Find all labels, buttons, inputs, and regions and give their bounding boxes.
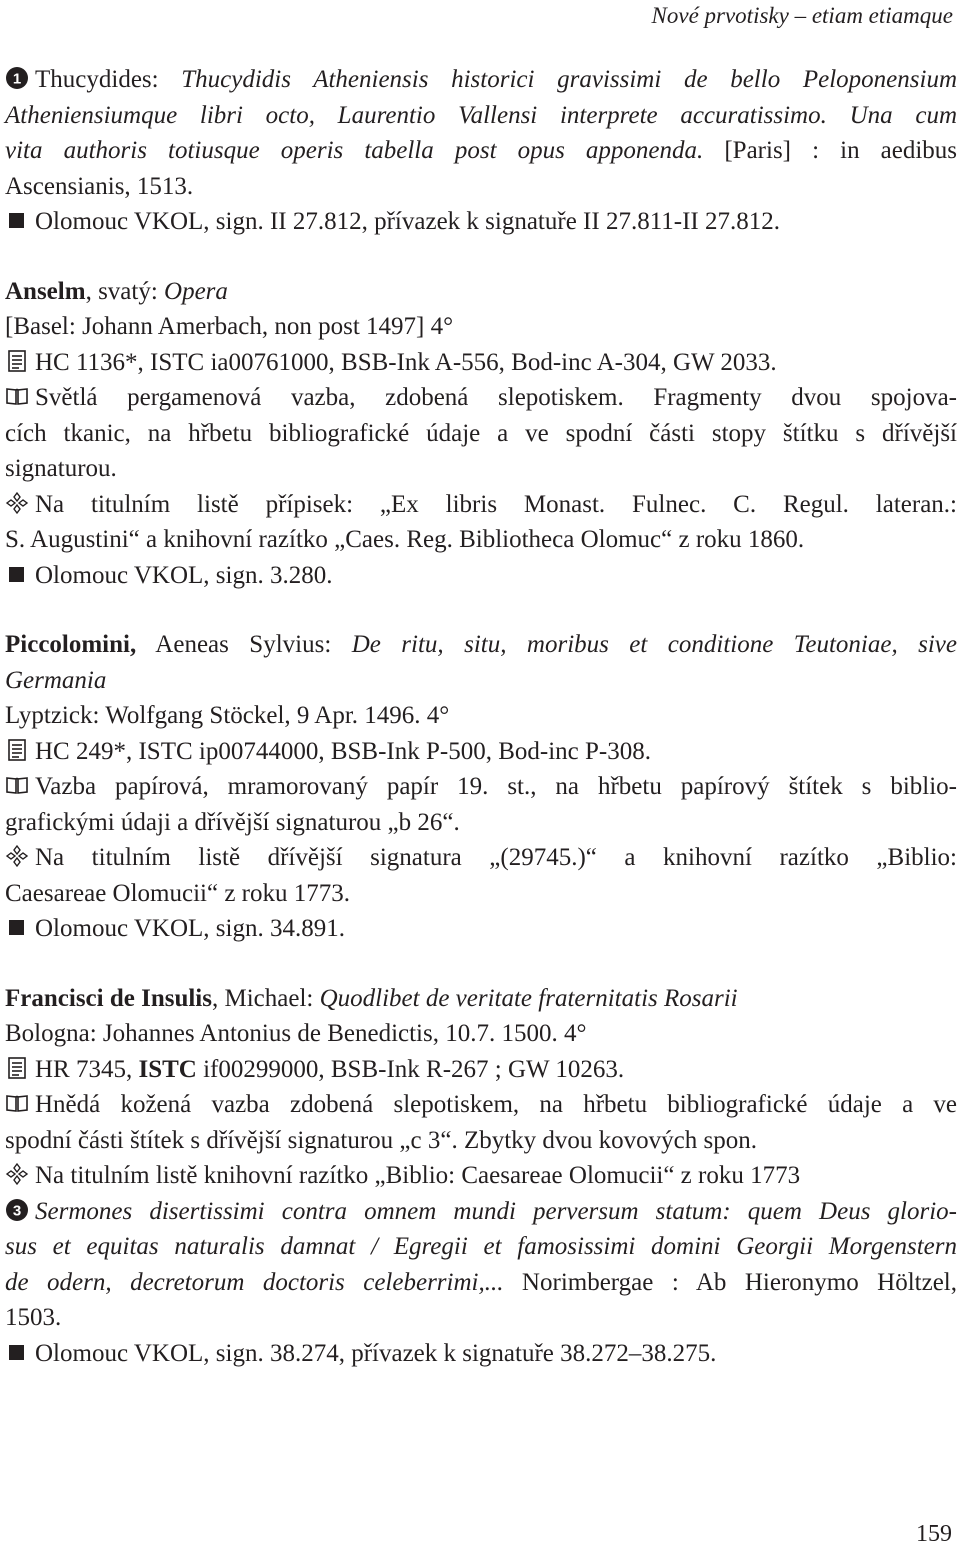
entry-line (5, 62, 957, 98)
document-lines-icon (5, 1056, 29, 1080)
title-text: De ritu, situ, moribus et conditione Teutoniae, sive (351, 631, 958, 658)
bibliography-line (5, 1052, 957, 1088)
binding-text: spodní části štítek s dřívější signaturou „c 3“. Zbytky dvou kovových spon. (5, 1126, 757, 1154)
binding-text: Vazba papírová, mramorovaný papír 19. st., na hřbetu papírový štítek s biblio- (35, 773, 957, 800)
bibliography-text: ISTC (138, 1055, 197, 1083)
provenance-text: Na titulním listě knihovní razítko „Biblio: Caesareae Olomucii“ z roku 1773 (35, 1162, 801, 1189)
binding-text: cích tkanic, na hřbetu bibliografické údaje a ve spodní části stopy štítku s dřívější (5, 419, 957, 447)
entry-heading (5, 627, 957, 663)
note-title: de odern, decretorum doctoris celeberrimi,... (5, 1268, 504, 1296)
note-title: sus et equitas naturalis damnat / Egregii et famosissimi domini Georgii Morgenstern (5, 1233, 957, 1260)
location-text: Olomouc VKOL, sign. II 27.812, přívazek k signatuře II 27.811-II 27.812. (35, 208, 780, 235)
imprint-text: [Paris] : in aedibus (724, 137, 958, 164)
provenance-line (5, 840, 957, 876)
note-imprint: Norimbergae : Ab Hieronymo Höltzel, (503, 1268, 957, 1296)
document-lines-icon (5, 738, 29, 762)
author-rest: Aeneas Sylvius: (136, 631, 352, 658)
svg-text:1: 1 (12, 70, 22, 88)
entry-piccolomini (5, 627, 957, 947)
binding-text: Hnědá kožená vazba zdobená slepotiskem, na hřbetu bibliografické údaje a ve (35, 1091, 957, 1118)
note-line (5, 1265, 957, 1301)
black-square-icon (5, 208, 29, 232)
four-diamond-icon (5, 1162, 29, 1186)
note-line (5, 1194, 957, 1230)
spacer (5, 593, 957, 627)
entry-francisci (5, 981, 957, 1372)
open-book-icon (5, 1091, 29, 1115)
provenance-text: S. Augustini“ a knihovní razítko „Caes. Reg. Bibliotheca Olomuc“ z roku 1860. (5, 526, 805, 553)
imprint-text: Lyptzick: Wolfgang Stöckel, 9 Apr. 1496. 4° (5, 702, 450, 729)
bibliography-text: HR 7345, (35, 1055, 139, 1083)
entry-heading (5, 274, 957, 310)
black-square-icon (5, 562, 29, 586)
bibliography-text: if00299000, BSB-Ink R-267 ; GW 10263. (196, 1055, 625, 1083)
imprint-text: [Basel: Johann Amerbach, non post 1497] 4° (5, 313, 454, 340)
title-text: Opera (164, 277, 228, 305)
location-line (5, 1336, 957, 1372)
binding-line (5, 769, 957, 805)
title-text: Quodlibet de veritate fraternitatis Rosarii (319, 984, 738, 1012)
bibliography-text: HC 249*, ISTC ip00744000, BSB-Ink P-500, Bod-inc P-308. (35, 737, 652, 765)
imprint-text: Ascensianis, 1513. (5, 172, 194, 200)
provenance-text: Na titulním listě dřívější signatura „(29745.)“ a knihovní razítko „Biblio: (35, 844, 957, 871)
four-diamond-icon (5, 491, 29, 515)
location-text: Olomouc VKOL, sign. 38.274, přívazek k signatuře 38.272–38.275. (35, 1339, 717, 1367)
author: Francisci de Insulis (5, 984, 212, 1012)
four-diamond-icon (5, 844, 29, 868)
entry-anselm (5, 274, 957, 594)
title-text: Atheniensiumque libri octo, Laurentio Vallensi interprete accuratissimo. Una cum (5, 101, 957, 129)
binding-text: signaturou. (5, 455, 117, 482)
entry-heading (5, 981, 957, 1017)
author: Thucydides: (35, 66, 159, 93)
location-text: Olomouc VKOL, sign. 34.891. (35, 915, 345, 942)
bibliography-line (5, 734, 957, 770)
binding-line (5, 380, 957, 416)
black-square-icon (5, 1340, 29, 1364)
entry-line (5, 133, 957, 169)
author: Anselm (5, 277, 86, 305)
binding-text: grafickými údaji a dřívější signaturou „b 26“. (5, 808, 460, 836)
author: Piccolomini, (5, 631, 137, 658)
location-line (5, 558, 957, 594)
imprint-text: Bologna: Johannes Antonius de Benedictis, 10.7. 1500. 4° (5, 1020, 587, 1047)
svg-text:3: 3 (12, 1202, 22, 1219)
location-line (5, 911, 957, 947)
spacer (5, 947, 957, 981)
open-book-icon (5, 773, 29, 797)
bibliography-line (5, 345, 957, 381)
note-title: Sermones disertissimi contra omnem mundi perversum statum: quem Deus glorio- (35, 1197, 957, 1225)
author-rest: , svatý: (85, 277, 165, 305)
circled-digit-1-icon (5, 66, 29, 90)
catalog-entries (5, 62, 957, 1371)
running-header: Nové prvotisky – etiam etiamque (651, 3, 953, 28)
author-rest: , Michael: (211, 984, 320, 1012)
title-text: Thucydidis Atheniensis historici gravissimi de bello Peloponensium (181, 66, 958, 93)
binding-line (5, 1087, 957, 1123)
title-text: Germania (5, 666, 107, 694)
note-imprint: 1503. (5, 1304, 62, 1331)
provenance-text: Caesareae Olomucii“ z roku 1773. (5, 879, 351, 907)
circled-digit-3-icon (5, 1198, 29, 1222)
location-line (5, 204, 957, 240)
black-square-icon (5, 915, 29, 939)
provenance-text: Na titulním listě přípisek: „Ex libris Monast. Fulnec. C. Regul. lateran.: (35, 490, 957, 518)
entry-thucydides (5, 62, 957, 240)
location-text: Olomouc VKOL, sign. 3.280. (35, 561, 333, 589)
binding-text: Světlá pergamenová vazba, zdobená slepotiskem. Fragmenty dvou spojova- (35, 384, 957, 411)
document-lines-icon (5, 349, 29, 373)
open-book-icon (5, 384, 29, 408)
title-text: vita authoris totiusque operis tabella post opus apponenda. (5, 137, 704, 164)
provenance-line (5, 1158, 957, 1194)
page-number: 159 (916, 1521, 952, 1547)
spacer (5, 240, 957, 274)
provenance-line (5, 487, 957, 523)
bibliography-text: HC 1136*, ISTC ia00761000, BSB-Ink A-556, Bod-inc A-304, GW 2033. (35, 348, 777, 376)
